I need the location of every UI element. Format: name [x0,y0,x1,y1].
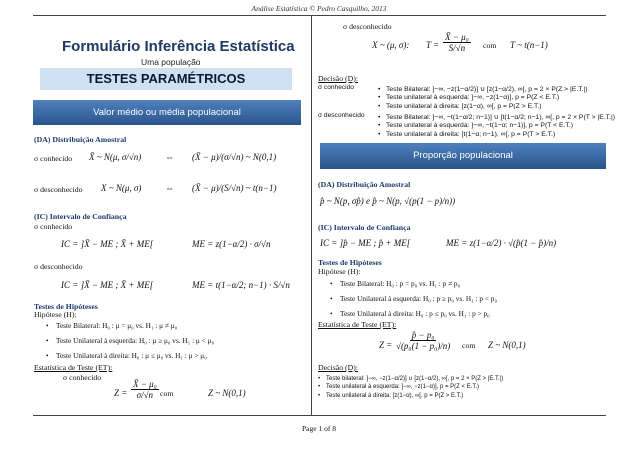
prop-unilateral-left-test: • Teste Unilateral à esquerda: H₀ : p ≥ p₀ vs. H₁ : p < p₀ [330,294,497,303]
section-mean-heading: Valor médio ou média populacional [33,100,301,125]
t-formula-fraction [443,32,471,53]
prop-z-denominator: √(p₀(1 − p₀)/n) [396,341,451,351]
prop-dec-1: • Teste bilateral: ]−∞, −z(1−α/2)] ∪ [z(1−α/2), ∞[, p = 2 × P(Z > |E.T.|) [318,375,503,382]
footer-rule [33,415,606,416]
t-formula-numerator: X̄ − μ₀ [445,32,469,42]
t-model: X ~ (μ, σ): [372,40,410,50]
prop-da-formula: p̂ ~ N(p, σp̂) e p̂ ~ N(p, √(p(1 − p)/n)) [320,196,456,206]
stat-sigma-known: σ conhecido [63,373,102,382]
da-unknown-rhs: (X̄ − μ)/(S/√n) ~ t(n−1) [192,183,277,193]
t-formula-denominator: S/√n [448,43,466,53]
prop-stat-label: Estatística de Teste (ET): [318,320,397,329]
me-unknown: ME = t(1−α/2; n−1) · S/√n [192,280,290,290]
equiv-symbol-1: ⇔ [165,152,174,162]
decision-sigma-known: σ conhecido [318,84,354,91]
z-formula-fraction [131,379,159,400]
prop-z-fraction [396,330,450,351]
da-unknown-lhs: X ~ N(μ, σ) [101,183,142,193]
header-rule [33,15,606,16]
prop-z-com: com [462,341,476,350]
stat-label: Estatística de Teste (ET): [34,363,113,372]
page-subtitle: Uma população [141,57,201,67]
section-proportion-heading: Proporção populacional [320,143,606,169]
dec-known-1: • Teste Bilateral: ]−∞, −z(1−α/2)] ∪ [z(1−α/2), ∞[, p = 2 × P(Z > |E.T.|) [378,85,588,93]
prop-dec-2: • Teste unilateral à esquerda: ]−∞, −z(1−α)], p = P(Z < E.T.) [318,384,479,390]
sigma-known-label: σ conhecido [34,154,73,163]
tests-heading: Testes de Hipóteses [34,302,98,311]
ic-heading: (IC) Intervalo de Confiança [34,212,127,221]
ic-sigma-unknown: σ desconhecido [34,262,83,271]
da-known-lhs: X̄ ~ N(μ, σ/√n) [89,152,142,162]
z-formula-dist: Z ~ N(0,1) [208,388,246,398]
prop-ic-formula: IC = ]p̂ − ME ; p̂ + ME[ [320,238,411,248]
prop-unilateral-right-test: • Teste Unilateral à direita: H₀ : p ≤ p₀ vs. H₁ : p > p₀ [330,309,490,318]
da-heading: (DA) Distribuição Amostral [34,135,127,144]
prop-z-lhs: Z = [379,340,393,350]
prop-hypothesis-label: Hipótese (H): [318,267,361,276]
prop-da-heading: (DA) Distribuição Amostral [318,180,411,189]
unilateral-left-test: • Teste Unilateral à esquerda: H₀ : μ ≥ μ₀ vs. H₁ : μ < μ₀ [46,336,214,345]
ic-formula-known: IC = ]X̄ − ME ; X̄ + ME[ [61,239,154,249]
bilateral-test: • Teste Bilateral: H₀ : μ = μ₀ vs. H₁ : μ ≠ μ₀ [46,321,177,330]
t-formula-dist: T ~ t(n−1) [510,40,548,50]
prop-decision-label: Decisão (D): [318,363,359,372]
prop-bilateral-test: • Teste Bilateral: H₀ : p = p₀ vs. H₁ : p ≠ p₀ [330,279,460,288]
hypothesis-label: Hipótese (H): [34,310,77,319]
dec-unknown-1: • Teste Bilateral: ]−∞, −t(1−α/2; n−1)] ∪ [t(1−α/2; n−1), ∞[, p = 2 × P(T > |E.T.|) [378,113,615,121]
column-divider [311,15,312,415]
sigma-unknown-label: σ desconhecido [34,185,83,194]
prop-z-dist: Z ~ N(0,1) [488,340,526,350]
dec-unknown-2: • Teste unilateral à esquerda: ]−∞, −t(1−α; n−1)], p = P(T < E.T.) [378,122,573,129]
running-header: Análise Estatística © Pedro Casquilho, 2013 [251,4,387,13]
page-number: Page 1 of 8 [302,424,336,433]
prop-ic-heading: (IC) Intervalo de Confiança [318,223,411,232]
right-sigma-unknown: σ desconhecido [343,22,392,31]
t-formula-com: com [483,41,497,50]
prop-dec-3: • Teste unilateral à direita: [z(1−α), ∞[, p = P(Z > E.T.) [318,393,463,399]
banner-parametric-tests: TESTES PARAMÉTRICOS [40,68,292,90]
decision-sigma-unknown: σ desconhecido [318,112,365,119]
z-formula-lhs: Z = [114,388,128,398]
dec-known-3: • Teste unilateral à direita: [z(1−α), ∞[, p = P(Z > E.T.) [378,103,542,110]
z-formula-com: com [160,389,174,398]
t-formula-lhs: T = [426,40,440,50]
decision-label-mean: Decisão (D): [318,74,359,83]
page-title: Formulário Inferência Estatística [62,38,295,55]
dec-known-2: • Teste unilateral à esquerda: ]−∞, −z(1−α)], p = P(Z < E.T.) [378,94,559,101]
prop-tests-heading: Testes de Hipóteses [318,258,382,267]
ic-formula-unknown: IC = ]X̄ − ME ; X̄ + ME[ [61,280,154,290]
z-formula-denominator: σ/√n [136,390,154,400]
ic-sigma-known: σ conhecido [34,222,73,231]
dec-unknown-3: • Teste unilateral à direita: [t(1−α; n−1), ∞[, p = P(T > E.T.) [378,131,555,138]
z-formula-numerator: X̄ − μ₀ [133,379,157,389]
unilateral-right-test: • Teste Unilateral à direita: H₀ : μ ≤ μ₀ vs. H₁ : μ > μ₀ [46,351,207,360]
prop-z-numerator: p̂ − p₀ [411,330,435,340]
me-known: ME = z(1−α/2) · σ/√n [192,239,271,249]
prop-me: ME = z(1−α/2) · √(p̂(1 − p̂)/n) [446,238,557,248]
da-known-rhs: (X̄ − μ)/(σ/√n) ~ N(0,1) [192,152,277,162]
equiv-symbol-2: ⇔ [165,183,174,193]
